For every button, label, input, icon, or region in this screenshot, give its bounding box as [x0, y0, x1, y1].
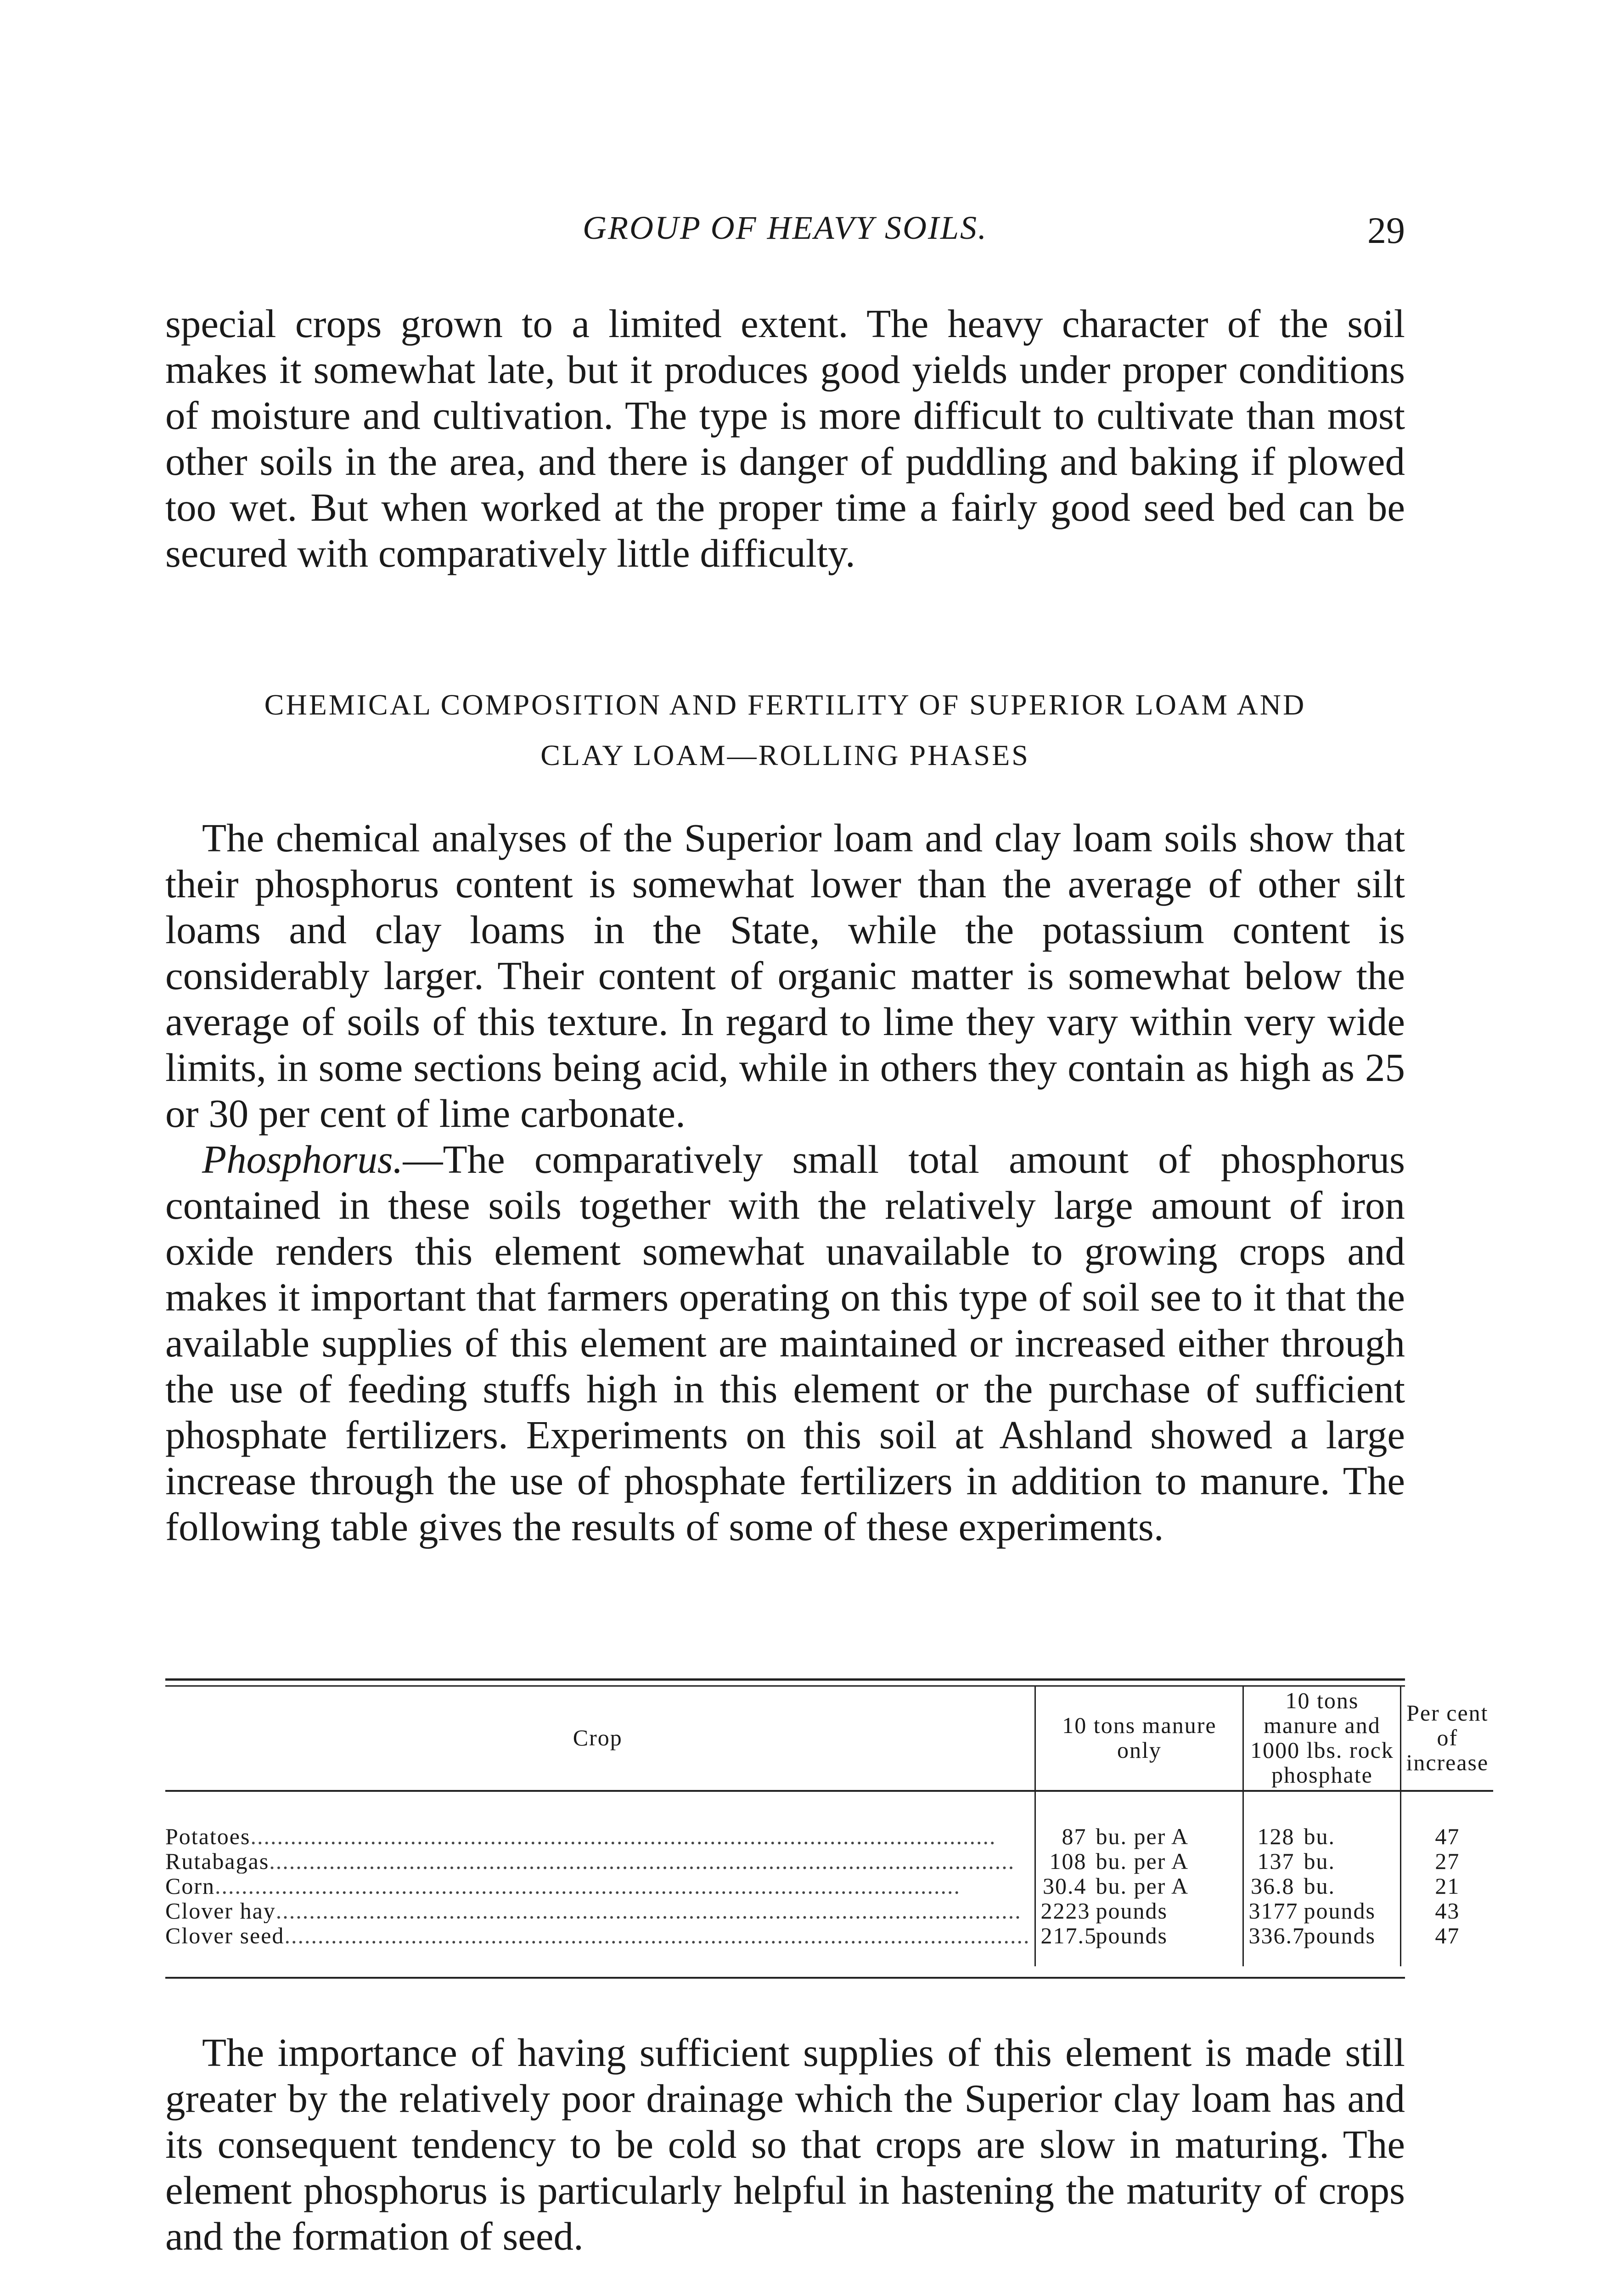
percent-increase: 27	[1401, 1849, 1493, 1874]
percent-increase: 21	[1401, 1874, 1493, 1898]
table-bottom-rule	[165, 1977, 1405, 1979]
header-manure-only: 10 tons manure only	[1035, 1685, 1243, 1791]
crop-name: Rutabagas	[165, 1849, 270, 1874]
manure-unit: pounds	[1096, 1923, 1168, 1948]
section-heading	[165, 680, 1405, 781]
crop-name: Potatoes	[165, 1824, 251, 1849]
manure-value: 87	[1062, 1823, 1087, 1849]
phosphate-value: 3177	[1248, 1898, 1298, 1924]
paragraph-3	[165, 1137, 1405, 1550]
percent-increase: 47	[1401, 1923, 1493, 1966]
header-percent-increase: Per cent of increase	[1401, 1685, 1493, 1791]
manure-value: 217.5	[1040, 1923, 1097, 1948]
phosphate-unit: pounds	[1304, 1898, 1376, 1924]
crop-name: Clover seed	[165, 1923, 285, 1948]
running-header	[165, 209, 1405, 259]
section-heading-line-1: CHEMICAL COMPOSITION AND FERTILITY OF SUPERIOR LOAM AND	[264, 688, 1306, 721]
manure-value: 2223	[1040, 1898, 1090, 1924]
manure-unit: bu. per A	[1096, 1873, 1189, 1899]
results-table	[165, 1685, 1493, 1966]
header-manure-phosphate: 10 tons manure and 1000 lbs. rock phosphate	[1243, 1685, 1401, 1791]
paragraph-1	[165, 301, 1405, 576]
table-row	[165, 1874, 1493, 1898]
experiment-table	[165, 1685, 1489, 1970]
body-text	[165, 815, 1405, 1550]
paragraph-1-text: special crops grown to a limited extent. The heavy character of the soil makes it somewhat late, but it produces good yields under proper conditions of moisture and cultivation. The type is more difficult to cultivate than most other soils in the area, and there is danger of puddling and baking if plowed too wet. But when worked at the proper time a fairly good seed bed can be secured with comparatively little difficulty.	[165, 301, 1405, 575]
phosphate-value: 137	[1257, 1848, 1295, 1874]
table-row	[165, 1923, 1493, 1966]
phosphate-value: 336.7	[1248, 1923, 1305, 1948]
paragraph-3-lead: Phosphorus.	[202, 1137, 403, 1182]
paragraph-4-block	[165, 2030, 1405, 2259]
phosphate-unit: pounds	[1304, 1923, 1376, 1948]
phosphate-value: 36.8	[1250, 1873, 1295, 1899]
section-heading-line-2: CLAY LOAM—ROLLING PHASES	[540, 739, 1030, 771]
paragraph-2: The chemical analyses of the Superior loam and clay loam soils show that their phosphorus content is somewhat lower than the average of other silt loams and clay loams in the State, while the potassium content is considerably larger. Their content of organic matter is somewhat below the average of soils of this texture. In regard to lime they vary within very wide limits, in some sections being acid, while in others they contain as high as 25 or 30 per cent of lime carbonate.	[165, 816, 1405, 1136]
percent-increase: 43	[1401, 1898, 1493, 1923]
phosphate-unit: bu.	[1304, 1823, 1335, 1849]
paragraph-3-text: —The comparatively small total amount of phosphorus contained in these soils together with the relatively large amount of iron oxide renders this element somewhat unavailable to growing crops and makes it important that farmers operating on this type of soil see to it that the available supplies of this element are maintained or increased either through the use of feeding stuffs high in this element or the purchase of sufficient phosphate fertilizers. Experiments on this soil at Ashland showed a large increase through the use of phosphate fertilizers in addition to manure. The following table gives the results of some of these experiments.	[165, 1137, 1405, 1549]
phosphate-unit: bu.	[1304, 1848, 1335, 1874]
phosphate-value: 128	[1257, 1823, 1295, 1849]
table-row	[165, 1898, 1493, 1923]
manure-unit: bu. per A	[1096, 1848, 1189, 1874]
manure-value: 30.4	[1042, 1873, 1087, 1899]
crop-name: Clover hay	[165, 1898, 276, 1923]
manure-unit: bu. per A	[1096, 1823, 1189, 1849]
phosphate-unit: bu.	[1304, 1873, 1335, 1899]
paragraph-4: The importance of having sufficient supplies of this element is made still greater by the relatively poor drainage which the Superior clay loam has and its consequent tendency to be cold so that crops are slow in maturing. The element phosphorus is particularly helpful in hastening the maturity of crops and the formation of seed.	[165, 2030, 1405, 2258]
table-header-row	[165, 1685, 1493, 1791]
header-crop: Crop	[573, 1725, 623, 1750]
manure-value: 108	[1049, 1848, 1087, 1874]
manure-unit: pounds	[1096, 1898, 1168, 1924]
running-title: GROUP OF HEAVY SOILS.	[582, 209, 988, 246]
percent-increase: 47	[1401, 1791, 1493, 1849]
crop-name: Corn	[165, 1874, 215, 1898]
table-row	[165, 1791, 1493, 1849]
table-row	[165, 1849, 1493, 1874]
table-top-rule	[165, 1678, 1405, 1681]
page-number: 29	[1367, 209, 1405, 251]
